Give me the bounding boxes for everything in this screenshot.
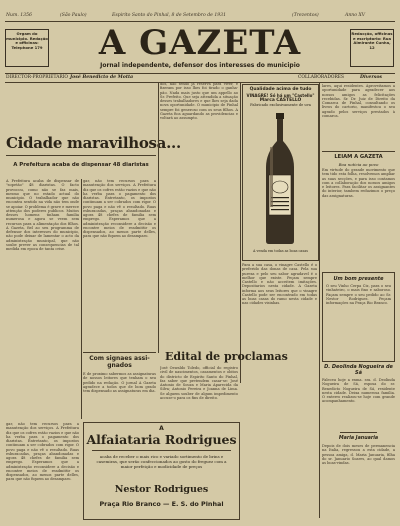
gift-heading: Um bom presente <box>333 276 384 282</box>
column-rule-4 <box>319 83 320 518</box>
read-gazeta-heading: LEIAM A GAZETA <box>334 154 383 160</box>
tailor-ad-owner: Nestor Rodrigues <box>114 484 209 495</box>
tailor-ad-address: Praça Rio Branco — E. S. do Pinhal <box>99 500 224 508</box>
headline-underline <box>6 155 156 156</box>
collab-label: COLLABORADORES <box>298 75 344 80</box>
tailor-ad-label: A <box>159 425 164 432</box>
newspaper-title: A GAZETA <box>98 23 302 63</box>
director-label: DIRECTOR-PROPRIETARIO <box>6 75 68 80</box>
newspaper-subtitle: Jornal independente, defensor dos interesses do municipio <box>100 62 300 69</box>
right-column-intro: lares, aqui residentes. Aproveitamos a oportunidade para agradecer aos nossos amigos as felicitações recebidas. Sr. Dr. Juiz de Direito da Comarca de Pinhal, consultando os livros do cartorio, manifestou o seu agrado pelos serviços prestados à comarca. <box>322 84 395 118</box>
vinegar-ad-sub: VINAGRE! Só há um "Castello" <box>246 93 315 98</box>
issue-date: Espirito Santo do Pinhal, 8 de Setembro de 1931 <box>112 13 227 18</box>
issue-state: (São Paulo) <box>60 13 87 18</box>
tailor-ad-name: Alfaiataria Rodrigues <box>86 432 237 447</box>
right-rule-2 <box>340 432 377 433</box>
column-rule-2 <box>158 83 159 353</box>
vinegar-bottle-image <box>260 113 300 245</box>
left-ear-box: Orgam do municipio. Redação e officinas: Telephone 179 <box>5 29 49 67</box>
collab-name: Diversos <box>360 75 382 80</box>
lead-column-2: gar, não tem recursos para a manutenção dos serviços. A Prefeitura diz que os cofres estão vazios e que não ha verba para o pagamento dos diaristas. Entretanto, os impostos continuam a ser cobrados com rigor. O povo paga e não vê o resultado. Ruas esburacadas, praças abandonadas e agora 48 chefes de familia sem emprego. Esperamos que a administração reconsidere a decisão e encontre meios de readmittir os dispensados, ao menos parte delles, para que não fiquem ao desamparo. <box>83 179 156 239</box>
obituary2-heading: Maria Januaria <box>338 436 379 441</box>
issue-price: (Trezentos) <box>292 13 319 18</box>
read-gazeta-sub: Boa noticia ao povo <box>338 162 379 167</box>
signaes-text: E de proximo sabermos as assignaturas de nossos leitores que tenham o seu pedido na redação. O jornal A Gazeta agradece a todos que de bom grado tem dispensado as assignaturas em dia. <box>83 372 156 393</box>
gift-text: O seu Vinho Cerpa Ciz, para o seu vinhateiro, o mais fino e saboroso. Façam sempre o seu pedido ao Sr. Nestor Rodrigues. Peçam informações na Praça Rio Branco. <box>326 284 391 305</box>
vinegar-ad-heading: Qualidade acima de tudo <box>249 87 312 92</box>
issue-year: Anno XV <box>345 13 366 18</box>
lead-headline: Cidade maravilhosa... <box>6 134 181 152</box>
right-rule-1 <box>322 151 395 152</box>
top-rule <box>5 21 395 22</box>
edital-text: José Oswaldo Toledo, official do registro civil de nascimentos, casamentos e obitos do districto de Espirito Santo do Pinhal, faz saber que pretendem casar-se: José Antonio de Souza e Maria Aparecida da Silva; Antonio Pereira e Joanna de Lima. Se alguem souber de algum impedimento accuse-o para os fins de direito. <box>160 366 238 400</box>
edital-heading: Edital de proclamas <box>165 350 288 363</box>
tailor-ad <box>83 422 240 520</box>
lead-column-3: dos, não tendo já reserva para viver, e fizeram por isso lhes foi tirado o ganha-pão. Nada mais justo que um appello ao Sr. Prefeito. Que seja attendida a situação desses trabalhadores e que lhes seja dada nova oportunidade. O municipio de Pinhal sempre foi generoso com os seus filhos. A Gazeta fica aguardando as providencias e voltará ao assumpto. <box>160 82 238 120</box>
column-4-text: Para a sua casa, o vinagre Castello é o preferido das donas de casa. Pela sua pureza e pelo seu sabor agradavel é o melhor que existe. Peçam sempre Castello e não acceitem imitações. Depositarios nesta cidade. A Gazeta informa aos seus leitores que o vinagre Castello pode ser encontrado em todas as boas casas do ramo nesta cidade e nas cidades visinhas. <box>242 263 317 306</box>
lead-column-1: A Prefeitura acaba de dispensar de "sopetão" 48 diaristas. O facto provocou, como não se faz mais, mesmo que no estado actual do municipio. O trabalhador que não encontra sentido na vida não tem onde se apoiar. O problema é grave e merece attenção dos poderes publicos. Muitos desses homens tinham familia numerosa e agora se veem sem recursos para a alimentação dos filhos. A Gazeta, fiel ao seu programma de defensor dos interesses do municipio, não pode deixar de lamentar o acto da administração municipal, que não soube prever as consequencias de tal medida em epoca de tanta crise. <box>6 179 79 251</box>
read-gazeta-text: Em virtude do grande movimento que tem tido esta folha, resolvemos ampliar as suas secções, e para isso contamos com a collaboração dos nossos amigos e leitores. Para facilitar os assignantes do interior, tambem reduzimos o preço das assignaturas. <box>322 168 395 198</box>
column-rule-3 <box>240 83 241 383</box>
obituary-heading: D. Deolinda Nogueira de Sá <box>324 364 393 376</box>
vinegar-ad <box>242 84 319 261</box>
vinegar-ad-caption: A venda em todas as boas casas <box>253 249 308 253</box>
column-rule-1 <box>81 179 82 419</box>
lead-kicker: A Prefeitura acaba de dispensar 48 diaristas <box>13 162 149 168</box>
director-name: José Benedicto de Motta <box>70 75 134 80</box>
lead-column-1-continued: gar, não tem recursos para a manutenção dos serviços. A Prefeitura diz que os cofres estão vazios e que não ha verba para o pagamento dos diaristas. Entretanto, os impostos continuam a ser cobrados com rigor. O povo paga e não vê o resultado. Ruas esburacadas, praças abandonadas e agora 48 chefes de familia sem emprego. Esperamos que a administração reconsidere a decisão e encontre meios de readmittir os dispensados, ao menos parte delles, para que não fiquem ao desamparo. <box>6 422 79 482</box>
tailor-ad-rule <box>92 450 231 451</box>
vinegar-ad-maker: Marca CASTELLO <box>259 98 302 103</box>
signaes-heading: Com signaes assi-gnados <box>89 355 150 369</box>
tailor-ad-text: acaba de receber o mais rico e variado sortimento de brins e casemiras, que serão confeccionados ao gosto do freguez com a maior perfeição e modicidade de preços <box>96 454 227 469</box>
masthead-rule <box>5 73 395 74</box>
vinegar-ad-note: Fabricado exclusivamente de uva <box>250 103 311 107</box>
obituary2-text: Depois de dois meses de permanencia na Italia, regressou a esta cidade, a pessoa amiga, d. Maria Januaria, filha do sr. Januario Soares, ao qual damos as boas-vindas. <box>322 444 395 465</box>
signaes-top-rule <box>83 352 156 353</box>
gift-box <box>322 272 395 362</box>
obituary-text: Faleceu hoje a exma. sra. d. Deolinda Nogueira de Sá, esposa do sr. Benedicto Nogueira de Sá, residente nesta cidade. Deixa numerosa familia. O enterro realizou-se hoje com grande acompanhamento. <box>322 378 395 404</box>
right-ear-box: Redacção, officinas e escriptorio: Rua Almirante Cunha, 12 <box>350 29 394 67</box>
issue-number: Num. 1356 <box>6 13 32 18</box>
